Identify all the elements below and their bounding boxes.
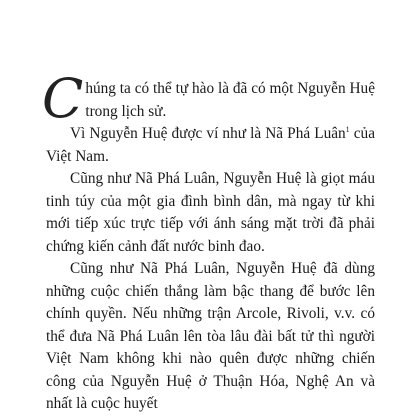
paragraph-4 (46, 258, 375, 416)
paragraph-3-text: Cũng như Nã Phá Luân, Nguyễn Huệ là giọt máu tinh túy của một gia đình bình dân, mà ngay từ khi mới tiếp xúc trực tiếp với ánh sáng mặt trời đã phải chứng kiến cảnh đất nước binh đao. (46, 170, 375, 255)
paragraph-1 (42, 67, 375, 130)
paragraph-2-text: Vì Nguyễn Huệ được ví như là Nã Phá Luân (70, 125, 346, 142)
paragraph-3 (46, 168, 375, 258)
paragraph-2 (46, 123, 375, 168)
footnote-marker[interactable]: 1 (345, 124, 350, 134)
drop-cap: C (42, 67, 84, 130)
paragraph-2-end: của Việt Nam. (46, 125, 375, 165)
paragraph-1-text: húng ta có thể tự hào là đã có một Nguyễn Huệ trong lịch sử. (85, 80, 375, 120)
text-block (42, 67, 375, 416)
paragraph-4-text: Cũng như Nã Phá Luân, Nguyễn Huệ đã dùng những cuộc chiến thắng làm bậc thang để bước lên chính quyền. Nếu những trận Arcole, Rivoli, v.v. có thể đưa Nã Phá Luân lên tòa lâu đài bất tử thì người Việt Nam không khi nào quên được những chiến công của Nguyễn Huệ ở Thuận Hóa, Nghệ An và nhất là cuộc huyết (46, 260, 375, 412)
